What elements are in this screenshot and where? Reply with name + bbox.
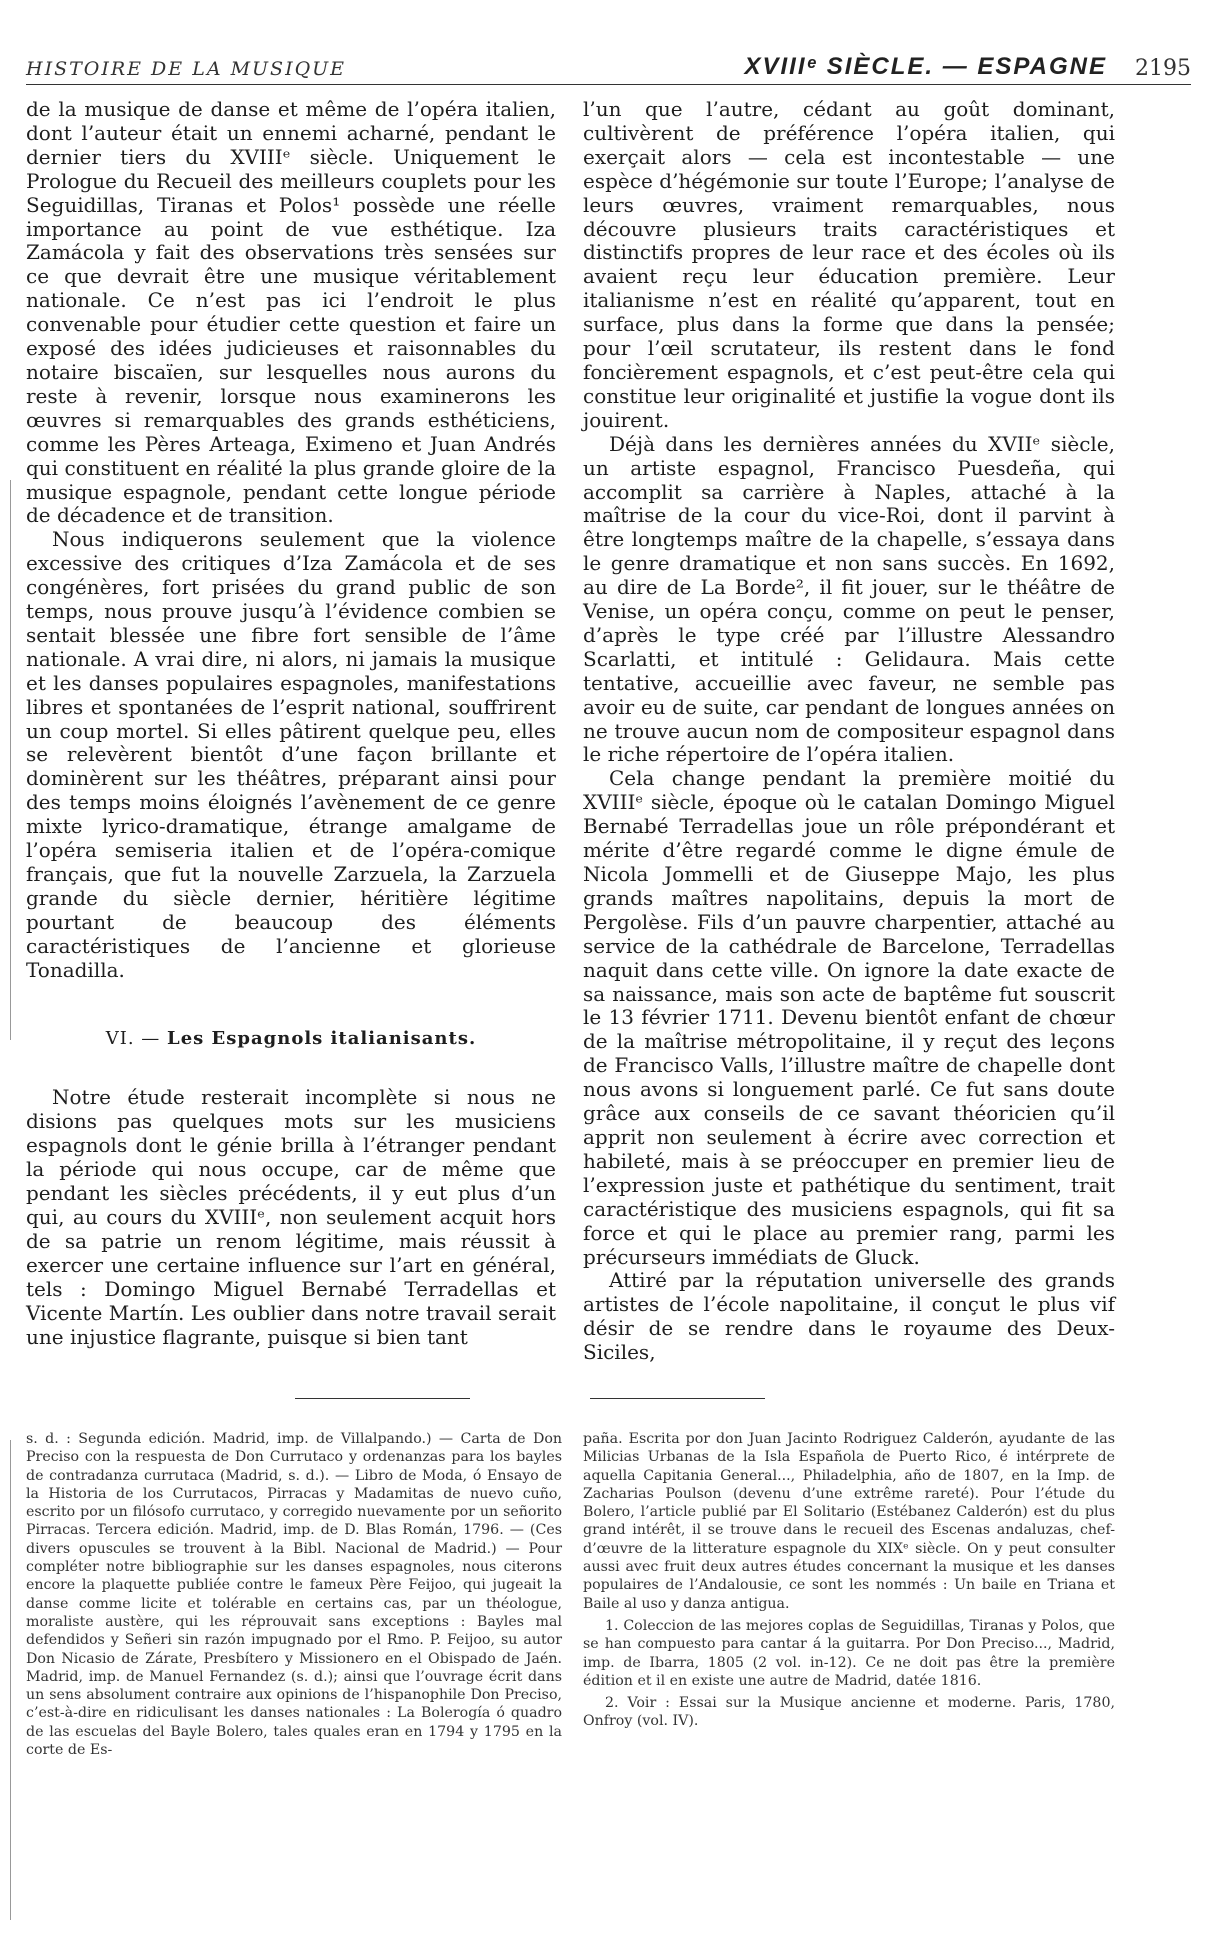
header-right: [744, 53, 1191, 84]
footnote: 1. Coleccion de las mejores coplas de Seguidillas, Tiranas y Polos, que se han compuesto para cantar á la guitarra. Por Don Preciso..., Madrid, imp. de Ibarra, 1805 (2 vol. in-12). Ce ne doit pas être la première édition et il en existe une autre de Madrid, datée 1816.: [583, 1617, 1115, 1689]
running-section: XVIIIᵉ SIÈCLE. — ESPAGNE: [744, 53, 1107, 80]
section-heading: [26, 1027, 556, 1051]
paragraph: Cela change pendant la première moitié du XVIIIᵉ siècle, époque où le catalan Domingo Miguel Bernabé Terradellas joue un rôle prépondérant et mérite d’être regardé comme le digne émule de Nicola Jommelli et de Giuseppe Majo, les plus grands maîtres napolitains, depuis la mort de Pergolèse. Fils d’un pauvre charpentier, attaché au service de la cathédrale de Barcelone, Terradellas naquit dans cette ville. On ignore la date exacte de sa naissance, mais son acte de baptême fut souscrit le 13 février 1711. Devenu bientôt enfant de chœur de la maîtrise métropolitaine, il y reçut des leçons de Francisco Valls, l’illustre maître de chapelle dont nous avons si longuement parlé. Ce fut sans doute grâce aux conseils de ce savant théoricien qu’il apprit non seulement à écrire avec correction et habileté, mais à se préoccuper en premier lieu de l’expression juste et pathétique du sentiment, trait caractéristique des musiciens espagnols, qui fit sa force et qui le place au premier rang, parmi les précurseurs immédiats de Gluck.: [583, 766, 1115, 1269]
paragraph: Notre étude resterait incomplète si nous ne disions pas quelques mots sur les musiciens espagnols dont le génie brilla à l’étranger pendant la période qui nous occupe, car de même que pendant les siècles précédents, il y eut plus d’un qui, au cours du XVIIIᵉ, non seulement acquit hors de sa patrie un renom légitime, mais réussit à exercer une certaine influence sur l’art en général, tels : Domingo Miguel Bernabé Terradellas et Vicente Martín. Les oublier dans notre travail serait une injustice flagrante, puisque si bien tant: [26, 1085, 556, 1349]
footnotes-right: [583, 1430, 1115, 1731]
footnotes-left: [26, 1430, 562, 1759]
footnote-rule: [295, 1398, 470, 1399]
paragraph: Nous indiquerons seulement que la violence excessive des critiques d’Iza Zamácola et de ses congénères, fort prisées du grand public de son temps, nous prouve jusqu’à l’évidence combien se sentait blessée une fibre fort sensible de l’âme nationale. A vrai dire, ni alors, ni jamais la musique et les danses populaires espagnoles, manifestations libres et spontanées de l’esprit national, souffrirent un coup mortel. Si elles pâtirent quelque peu, elles se relevèrent bientôt d’une façon brillante et dominèrent sur les théâtres, préparant ainsi pour des temps moins éloignés l’avènement de ce genre mixte lyrico-dramatique, étrange amalgame de l’opéra semiseria italien et de l’opéra-comique français, que fut la nouvelle Zarzuela, la Zarzuela grande du siècle dernier, héritière légitime pourtant de beaucoup des éléments caractéristiques de l’ancienne et glorieuse Tonadilla.: [26, 527, 556, 982]
margin-line: [10, 1440, 11, 1920]
section-number: VI. —: [105, 1027, 161, 1049]
page-number: 2195: [1135, 56, 1191, 81]
right-column: [583, 98, 1115, 1365]
section-title: Les Espagnols italianisants.: [167, 1027, 477, 1049]
footnote: 2. Voir : Essai sur la Musique ancienne et moderne. Paris, 1780, Onfroy (vol. IV).: [583, 1695, 1115, 1730]
paragraph: l’un que l’autre, cédant au goût dominant, cultivèrent de préférence l’opéra italien, qui exerçait alors — cela est incontestable — une espèce d’hégémonie sur toute l’Europe; l’analyse de leurs œuvres, vraiment remarquables, nous découvre plusieurs traits caractéristiques et distinctifs propres de leur race et des écoles où ils avaient reçu leur éducation première. Leur italianisme n’est en réalité qu’apparent, tout en surface, plus dans la forme que dans la pensée; pour l’œil scrutateur, ils restent dans le fond foncièrement espagnols, et c’est peut-être cela qui constitue leur originalité et justifie la vogue dont ils jouirent.: [583, 97, 1115, 432]
paragraph: Déjà dans les dernières années du XVIIᵉ siècle, un artiste espagnol, Francisco Puesdeña, qui accomplit sa carrière à Naples, attaché à la maîtrise de la cour du vice-Roi, dont il parvint à être longtemps maître de la chapelle, s’essaya dans le genre dramatique et non sans succès. En 1692, au dire de La Borde², il fit jouer, sur le théâtre de Venise, un opéra conçu, comme on peut le penser, d’après le type créé par l’illustre Alessandro Scarlatti, et intitulé : Gelidaura. Mais cette tentative, accueillie avec faveur, ne semble pas avoir eu de suite, car pendant de longues années on ne trouve aucun nom de compositeur espagnol dans le riche répertoire de l’opéra italien.: [583, 431, 1115, 767]
paragraph: de la musique de danse et même de l’opéra italien, dont l’auteur était un ennemi acharné, pendant le dernier tiers du XVIIIᵉ siècle. Uniquement le Prologue du Recueil des meilleurs couplets pour les Seguidillas, Tiranas et Polos¹ possède une réelle importance au point de vue esthétique. Iza Zamácola y fait des observations très sensées sur ce que devrait être une musique véritablement nationale. Ce n’est pas ici l’endroit le plus convenable pour étudier cette question et faire un exposé des idées judicieuses et raisonnables du notaire biscaïen, sur lesquelles nous aurons du reste à revenir, lorsque nous examinerons les œuvres si remarquables des grands esthéticiens, comme les Pères Arteaga, Eximeno et Juan Andrés qui constituent en réalité la plus grande gloire de la musique espagnole, pendant cette longue période de décadence et de transition.: [26, 97, 556, 528]
margin-line: [10, 480, 11, 1040]
paragraph: Attiré par la réputation universelle des grands artistes de l’école napolitaine, il conçut le plus vif désir de se rendre dans le royaume des Deux-Siciles,: [583, 1268, 1115, 1365]
running-title: HISTOIRE DE LA MUSIQUE: [26, 58, 347, 80]
running-header: [26, 54, 1191, 85]
footnote-continuation: paña. Escrita por don Juan Jacinto Rodriguez Calderón, ayudante de las Milicias Urbanas de la Isla Española de Puerto Rico, é intérprete de aquella Capitania General..., Philadelphia, año de 1807, en la Imp. de Zacharias Poulson (devenu d’une extrême rareté). Pour l’étude du Bolero, l’article publié par El Solitario (Estébanez Calderón) est du plus grand intérêt, il se trouve dans le recueil des Escenas andaluzas, chef-d’œuvre de la litterature espagnole du XIXᵉ siècle. On y peut consulter aussi avec fruit deux autres études concernant la musique et les danses populaires de l’Andalousie, ce sont les nommés : Un baile en Triana et Baile al uso y danza antigua.: [583, 1431, 1115, 1612]
footnote: s. d. : Segunda edición. Madrid, imp. de Villalpando.) — Carta de Don Preciso con la respuesta de Don Currutaco y ordenanzas para los bayles de contradanza currutaca (Madrid, s. d.). — Libro de Moda, ó Ensayo de la Historia de los Currutacos, Pirracas y Madamitas de nuevo cuño, escrito por un filósofo currutaco, y corregido nuevamente por un señorito Pirracas. Tercera edición. Madrid, imp. de D. Blas Román, 1796. — (Ces divers opuscules se trouvent à la Bibl. Nacional de Madrid.) — Pour compléter notre bibliographie sur les danses espagnoles, nous citerons encore la plaquette publiée contre le fameux Père Feijoo, qui jugeait la danse comme licite et tolérable en certains cas, par un théologue, moraliste austère, qui les réprouvait sans exceptions : Bayles mal defendidos y Señeri sin razón impugnado por el Rmo. P. Feijoo, su autor Don Nicasio de Zárate, Presbítero y Missionero en el Obispado de Jaén. Madrid, imp. de Manuel Fernandez (s. d.); ainsi que l’ouvrage écrit dans un sens absolument contraire aux opinions de l’hispanophile Don Preciso, c’est-à-dire en ridiculisant les danses nationales : La Bolerogía ó quadro de las escuelas del Bayle Bolero, tales quales eran en 1794 y 1795 en la corte de Es-: [26, 1431, 562, 1759]
footnote-rule: [590, 1398, 765, 1399]
left-column: [26, 98, 556, 1349]
